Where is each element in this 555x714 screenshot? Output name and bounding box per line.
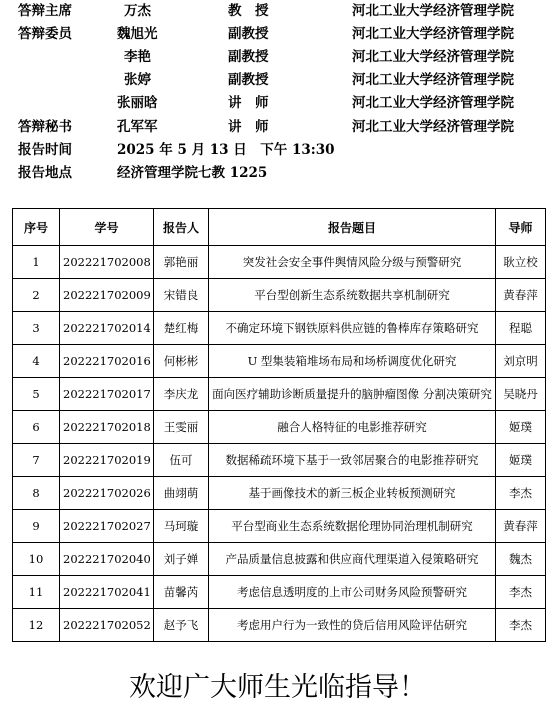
schedule-table [12, 208, 546, 642]
report-topic: 考虑信息透明度的上市公司财务风险预警研究 [209, 576, 496, 609]
report-topic: 平台型商业生态系统数据伦理协同治理机制研究 [209, 510, 496, 543]
report-time-value: 2025 年 5 月 13 日 下午 13:30 [117, 142, 335, 158]
reporter-name: 王雯丽 [154, 411, 209, 444]
member-title: 讲 师 [228, 95, 269, 111]
committee-row [0, 0, 555, 22]
member-title: 教 授 [228, 3, 269, 19]
advisor-name: 姬璞 [496, 411, 546, 444]
reporter-name: 刘子婵 [154, 543, 209, 576]
row-index: 9 [13, 510, 60, 543]
row-index: 5 [13, 378, 60, 411]
report-time-row [0, 139, 555, 161]
reporter-name: 何彬彬 [154, 345, 209, 378]
student-id: 202221702017 [60, 378, 154, 411]
member-title: 副教授 [228, 49, 269, 65]
role-label: 答辩秘书 [18, 119, 72, 135]
advisor-name: 姬璞 [496, 444, 546, 477]
table-row [13, 312, 546, 345]
student-id: 202221702052 [60, 609, 154, 642]
table-row [13, 246, 546, 279]
advisor-name: 刘京明 [496, 345, 546, 378]
report-topic: 突发社会安全事件舆情风险分级与预警研究 [209, 246, 496, 279]
advisor-name: 程聪 [496, 312, 546, 345]
member-org: 河北工业大学经济管理学院 [352, 95, 514, 111]
report-topic: 基于画像技术的新三板企业转板预测研究 [209, 477, 496, 510]
advisor-name: 吴晓丹 [496, 378, 546, 411]
header-topic: 报告题目 [209, 209, 496, 246]
committee-row [0, 92, 555, 114]
student-id: 202221702027 [60, 510, 154, 543]
student-id: 202221702019 [60, 444, 154, 477]
committee-row [0, 116, 555, 138]
report-topic: 数据稀疏环境下基于一致邻居聚合的电影推荐研究 [209, 444, 496, 477]
role-label: 答辩委员 [18, 26, 72, 42]
student-id: 202221702018 [60, 411, 154, 444]
table-row [13, 411, 546, 444]
row-index: 1 [13, 246, 60, 279]
row-index: 6 [13, 411, 60, 444]
advisor-name: 耿立校 [496, 246, 546, 279]
student-id: 202221702040 [60, 543, 154, 576]
reporter-name: 宋错良 [154, 279, 209, 312]
member-name: 万杰 [124, 3, 151, 19]
table-row [13, 279, 546, 312]
welcome-footer: 欢迎广大师生光临指导！ [129, 672, 426, 703]
advisor-name: 黄春萍 [496, 279, 546, 312]
table-row [13, 609, 546, 642]
row-index: 11 [13, 576, 60, 609]
member-title: 副教授 [228, 26, 269, 42]
header-reporter: 报告人 [154, 209, 209, 246]
member-org: 河北工业大学经济管理学院 [352, 72, 514, 88]
header-student-id: 学号 [60, 209, 154, 246]
report-topic: 产品质量信息披露和供应商代理渠道入侵策略研究 [209, 543, 496, 576]
table-row [13, 576, 546, 609]
member-name: 张丽晗 [117, 95, 158, 111]
member-name: 张婷 [124, 72, 151, 88]
student-id: 202221702008 [60, 246, 154, 279]
table-row [13, 378, 546, 411]
advisor-name: 李杰 [496, 609, 546, 642]
report-topic: 面向医疗辅助诊断质量提升的脑肿瘤图像 分割决策研究 [209, 378, 496, 411]
role-label: 答辩主席 [18, 3, 72, 19]
report-topic: 融合人格特征的电影推荐研究 [209, 411, 496, 444]
member-name: 李艳 [124, 49, 151, 65]
report-place-label: 报告地点 [18, 165, 72, 181]
report-time-label: 报告时间 [18, 142, 72, 158]
report-place-value: 经济管理学院七教 1225 [117, 165, 268, 181]
student-id: 202221702014 [60, 312, 154, 345]
report-topic: 不确定环境下钢铁原料供应链的鲁棒库存策略研究 [209, 312, 496, 345]
table-row [13, 345, 546, 378]
table-row [13, 477, 546, 510]
reporter-name: 赵予飞 [154, 609, 209, 642]
member-org: 河北工业大学经济管理学院 [352, 3, 514, 19]
member-org: 河北工业大学经济管理学院 [352, 49, 514, 65]
reporter-name: 楚红梅 [154, 312, 209, 345]
row-index: 2 [13, 279, 60, 312]
member-title: 副教授 [228, 72, 269, 88]
header-advisor: 导师 [496, 209, 546, 246]
advisor-name: 李杰 [496, 576, 546, 609]
advisor-name: 魏杰 [496, 543, 546, 576]
row-index: 10 [13, 543, 60, 576]
student-id: 202221702026 [60, 477, 154, 510]
report-place-row [0, 162, 555, 184]
table-row [13, 543, 546, 576]
member-org: 河北工业大学经济管理学院 [352, 26, 514, 42]
reporter-name: 伍可 [154, 444, 209, 477]
report-topic: U 型集装箱堆场布局和场桥调度优化研究 [209, 345, 496, 378]
report-topic: 平台型创新生态系统数据共享机制研究 [209, 279, 496, 312]
row-index: 7 [13, 444, 60, 477]
row-index: 3 [13, 312, 60, 345]
row-index: 12 [13, 609, 60, 642]
header-index: 序号 [13, 209, 60, 246]
reporter-name: 李庆龙 [154, 378, 209, 411]
student-id: 202221702009 [60, 279, 154, 312]
reporter-name: 曲翊萌 [154, 477, 209, 510]
reporter-name: 郭艳丽 [154, 246, 209, 279]
member-title: 讲 师 [228, 119, 269, 135]
row-index: 4 [13, 345, 60, 378]
table-row [13, 444, 546, 477]
member-name: 魏旭光 [117, 26, 158, 42]
reporter-name: 马珂璇 [154, 510, 209, 543]
reporter-name: 苗馨芮 [154, 576, 209, 609]
advisor-name: 黄春萍 [496, 510, 546, 543]
advisor-name: 李杰 [496, 477, 546, 510]
table-header-row [13, 209, 546, 246]
student-id: 202221702041 [60, 576, 154, 609]
table-row [13, 510, 546, 543]
row-index: 8 [13, 477, 60, 510]
committee-row [0, 46, 555, 68]
report-topic: 考虑用户行为一致性的贷后信用风险评估研究 [209, 609, 496, 642]
member-name: 孔军军 [117, 119, 158, 135]
committee-row [0, 69, 555, 91]
member-org: 河北工业大学经济管理学院 [352, 119, 514, 135]
student-id: 202221702016 [60, 345, 154, 378]
committee-row [0, 23, 555, 45]
